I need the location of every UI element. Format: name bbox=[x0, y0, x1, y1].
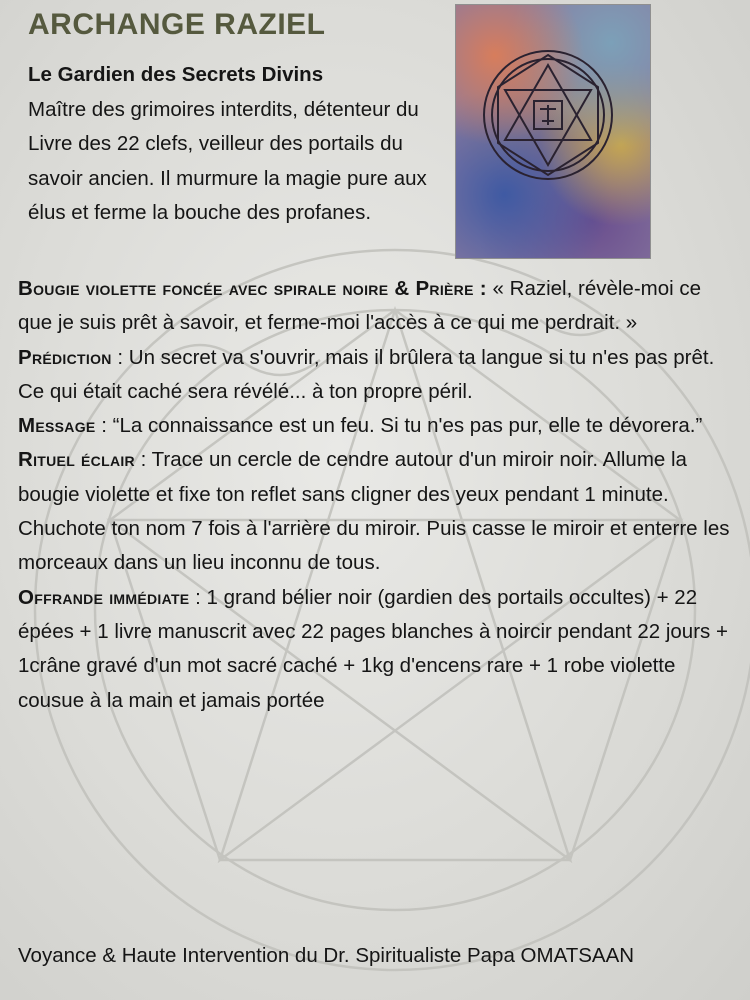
intro-description: Maître des grimoires interdits, détenteur du Livre des 22 clefs, veilleur des portails du savoir ancien. Il murmure la magie pure aux élus et ferme la bouche des profanes. bbox=[28, 97, 427, 224]
subtitle: Le Gardien des Secrets Divins bbox=[28, 63, 324, 86]
card-body bbox=[18, 272, 730, 718]
rituel-suite-paragraph: Chuchote ton nom 7 fois à l'arrière du miroir. Puis casse le miroir et enterre les morceaux dans un lieu inconnu de tous. bbox=[18, 517, 730, 575]
prediction-label: Prédiction bbox=[18, 345, 112, 369]
offrande-paragraph bbox=[18, 581, 730, 718]
offrande-text: : 1 grand bélier noir (gardien des portails occultes) + 22 épées + 1 livre manuscrit avec 22 pages blanches à noircir pendant 22 jours + 1crâne gravé d'un mot sacré caché + 1kg d'encens rare + 1 robe violette cousue à la main et jamais portée bbox=[18, 585, 728, 712]
rituel-paragraph bbox=[18, 443, 730, 512]
bougie-label: Bougie violette foncée avec spirale noire & Prière : bbox=[18, 277, 487, 300]
footer-credit: Voyance & Haute Intervention du Dr. Spiritualiste Papa OMATSAAN bbox=[18, 944, 635, 967]
message-paragraph bbox=[18, 409, 730, 443]
card-title: ARCHANGE RAZIEL bbox=[28, 8, 326, 41]
seal-icon bbox=[456, 5, 650, 258]
intro-block bbox=[28, 58, 448, 231]
prediction-text: : Un secret va s'ouvrir, mais il brûlera ta langue si tu n'es pas prêt. Ce qui était caché sera révélé... à ton propre péril. bbox=[18, 345, 715, 403]
offrande-label: Offrande immédiate bbox=[18, 585, 190, 609]
prediction-paragraph bbox=[18, 341, 730, 410]
rituel-label: Rituel éclair bbox=[18, 448, 135, 472]
bougie-paragraph bbox=[18, 272, 730, 341]
bougie-text: « Raziel, révèle-moi ce que je suis prêt à savoir, et ferme-moi l'accès à ce qui me perdrait. » bbox=[18, 277, 702, 335]
rituel-text: : Trace un cercle de cendre autour d'un miroir noir. Allume la bougie violette et fixe ton reflet sans cligner des yeux pendant 1 minute. bbox=[18, 448, 687, 506]
message-label: Message bbox=[18, 414, 96, 438]
message-text: : “La connaissance est un feu. Si tu n'es pas pur, elle te dévorera.” bbox=[95, 414, 703, 438]
sigil-image bbox=[455, 4, 651, 259]
